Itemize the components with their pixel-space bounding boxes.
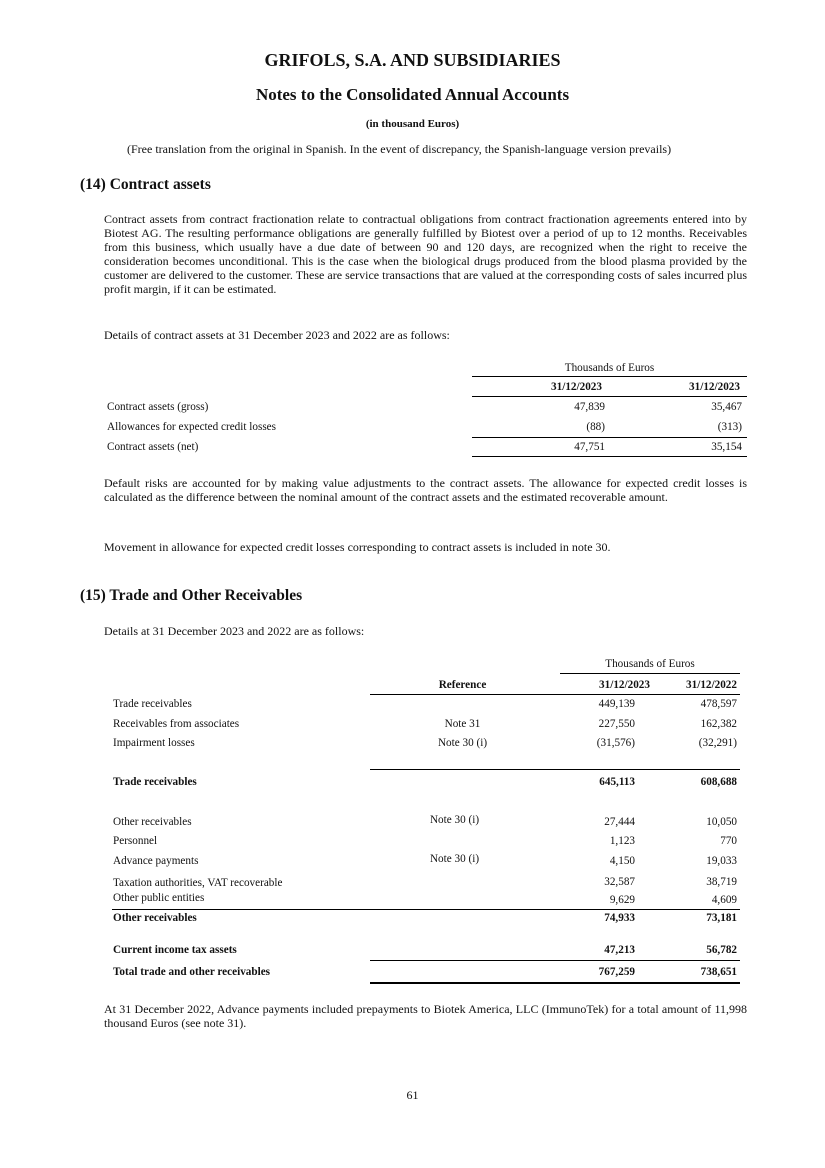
table-row-label: Contract assets (gross) bbox=[107, 401, 209, 413]
section-15-heading: (15) Trade and Other Receivables bbox=[80, 587, 303, 604]
section-14-heading: (14) Contract assets bbox=[80, 176, 211, 193]
table-row-label: Receivables from associates bbox=[113, 718, 240, 730]
translation-note: (Free translation from the original in Spanish. In the event of discrepancy, the Spanish-language version prevails) bbox=[127, 142, 672, 156]
table-row-label: Other receivables bbox=[113, 912, 197, 924]
table-cell-reference: Note 30 (i) bbox=[429, 814, 480, 826]
table-cell: 10,050 bbox=[706, 816, 737, 828]
movement-paragraph: Movement in allowance for expected credit losses corresponding to contract assets is included in note 30. bbox=[104, 540, 611, 554]
table-row-label: Taxation authorities, VAT recoverable bbox=[113, 877, 283, 889]
table-cell: 56,782 bbox=[706, 944, 737, 956]
table-group-header: Thousands of Euros bbox=[564, 362, 655, 374]
table-cell: (313) bbox=[717, 421, 742, 433]
table-cell: 162,382 bbox=[700, 718, 737, 730]
section-15-details-lead: Details at 31 December 2023 and 2022 are as follows: bbox=[104, 624, 365, 638]
table-cell-reference: Note 30 (i) bbox=[437, 737, 488, 749]
table-cell: 608,688 bbox=[700, 776, 737, 788]
table-cell: 38,719 bbox=[706, 876, 737, 888]
table-cell-reference: Note 31 bbox=[444, 718, 481, 730]
table-cell: 770 bbox=[720, 835, 737, 847]
table-row-label: Total trade and other receivables bbox=[113, 966, 271, 978]
table-cell: (31,576) bbox=[596, 737, 635, 749]
page-number: 61 bbox=[406, 1088, 419, 1102]
column-header: 31/12/2023 bbox=[689, 381, 740, 393]
table-cell: 19,033 bbox=[706, 855, 737, 867]
table-cell: 4,609 bbox=[711, 894, 737, 906]
table-cell: (32,291) bbox=[698, 737, 737, 749]
table-group-header: Thousands of Euros bbox=[605, 658, 695, 670]
table-cell: 35,467 bbox=[711, 401, 742, 413]
table-row-label: Trade receivables bbox=[113, 776, 197, 788]
column-header-2023: 31/12/2023 bbox=[599, 679, 650, 691]
table-cell: 1,123 bbox=[609, 835, 635, 847]
column-header-2022: 31/12/2022 bbox=[686, 679, 737, 691]
table-row-label: Impairment losses bbox=[113, 737, 195, 749]
table-cell: 645,113 bbox=[599, 776, 635, 788]
table-row-label: Personnel bbox=[113, 835, 158, 847]
table-cell: 73,181 bbox=[706, 912, 737, 924]
table-cell: 47,213 bbox=[604, 944, 635, 956]
table-cell-reference: Note 30 (i) bbox=[429, 853, 480, 865]
default-risks-paragraph: Default risks are accounted for by making value adjustments to the contract assets. The allowance for expected credit losses is calculated as the difference between the nominal amount of the contract assets and the estimated recoverable amount. bbox=[104, 476, 747, 504]
section-14-details-lead: Details of contract assets at 31 December 2023 and 2022 are as follows: bbox=[104, 328, 450, 342]
table-row-label: Contract assets (net) bbox=[107, 441, 199, 453]
document-title: Notes to the Consolidated Annual Accounts bbox=[255, 85, 570, 104]
table-cell: 47,751 bbox=[574, 441, 605, 453]
table-row-label: Other public entities bbox=[113, 892, 205, 904]
table-cell: 4,150 bbox=[609, 855, 635, 867]
table-cell: 478,597 bbox=[700, 698, 737, 710]
units-note: (in thousand Euros) bbox=[365, 118, 460, 130]
column-header: 31/12/2023 bbox=[551, 381, 602, 393]
table-row-label: Allowances for expected credit losses bbox=[107, 421, 276, 433]
table-cell: 767,259 bbox=[598, 966, 635, 978]
table-cell: (88) bbox=[586, 421, 605, 433]
table-cell: 227,550 bbox=[598, 718, 635, 730]
section-15-footnote: At 31 December 2022, Advance payments included prepayments to Biotek America, LLC (ImmunoTek) for a total amount of 11,998 thousand Euros (see note 31). bbox=[104, 1002, 747, 1030]
table-cell: 74,933 bbox=[604, 912, 635, 924]
table-cell: 32,587 bbox=[604, 876, 635, 888]
company-name: GRIFOLS, S.A. AND SUBSIDIARIES bbox=[264, 50, 561, 70]
table-cell: 449,139 bbox=[598, 698, 635, 710]
table-row-label: Current income tax assets bbox=[113, 944, 237, 956]
table-cell: 27,444 bbox=[604, 816, 635, 828]
table-cell: 738,651 bbox=[700, 966, 737, 978]
section-14-intro: Contract assets from contract fractionation relate to contractual obligations from contract fractionation agreements entered into by Biotest AG. The resulting performance obligations are generally fulfilled by Biotest over a period of up to 12 months. Receivables from this business, which usually have a due date of between 90 and 120 days, are recognized when the right to receive the consideration becomes unconditional. This is the case when the biological drugs produced from the blood plasma provided by the customer are delivered to the customer. These are service transactions that are valued at the corresponding costs of sales incurred plus profit margin, if it can be estimated. bbox=[104, 212, 747, 296]
table-cell: 47,839 bbox=[574, 401, 605, 413]
column-header-reference: Reference bbox=[438, 679, 487, 691]
table-row-label: Advance payments bbox=[113, 855, 199, 867]
table-row-label: Other receivables bbox=[113, 816, 192, 828]
table-cell: 35,154 bbox=[711, 441, 742, 453]
table-row-label: Trade receivables bbox=[113, 698, 192, 710]
table-cell: 9,629 bbox=[609, 894, 635, 906]
